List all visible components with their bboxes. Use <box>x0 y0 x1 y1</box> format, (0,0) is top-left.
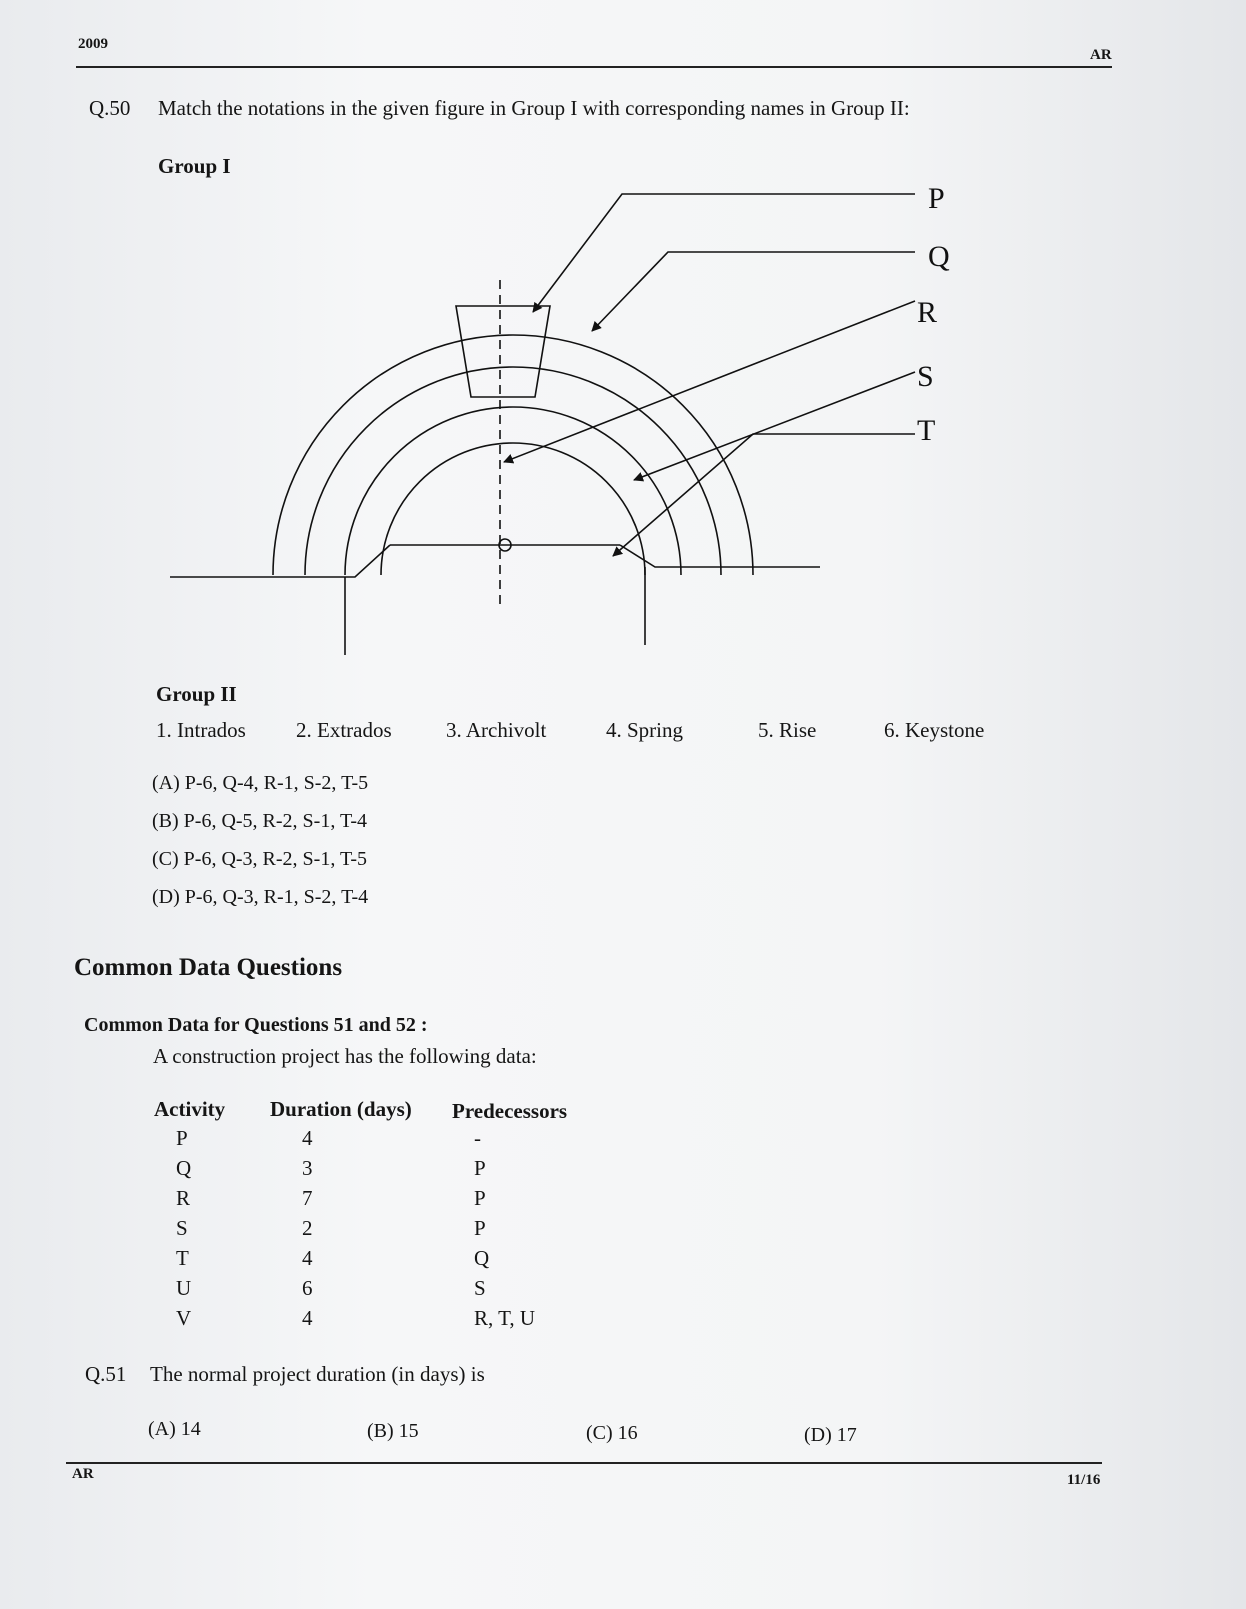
q51-option-c[interactable]: (C) 16 <box>586 1422 638 1444</box>
table-cell: Q <box>474 1246 490 1270</box>
table-cell: V <box>176 1306 192 1330</box>
q51-number: Q.51 <box>85 1362 127 1386</box>
q50-option-a[interactable]: (A) P-6, Q-4, R-1, S-2, T-5 <box>152 772 369 794</box>
group2-item-keystone: 6. Keystone <box>884 718 985 742</box>
table-cell: 6 <box>302 1276 313 1300</box>
footer-rule <box>66 1462 1102 1464</box>
table-header-predecessors: Predecessors <box>452 1099 568 1123</box>
q51-text: The normal project duration (in days) is <box>150 1362 485 1386</box>
group2-label: Group II <box>156 682 237 706</box>
table-cell: 4 <box>302 1306 313 1330</box>
table-cell: P <box>474 1186 486 1210</box>
arch-curve-3 <box>345 407 681 575</box>
label-Q: Q <box>928 240 950 273</box>
table-cell: S <box>474 1276 486 1300</box>
table-cell: P <box>176 1126 188 1150</box>
q51-option-d[interactable]: (D) 17 <box>804 1424 857 1446</box>
leader-T <box>613 434 915 556</box>
q50-option-b[interactable]: (B) P-6, Q-5, R-2, S-1, T-4 <box>152 810 368 832</box>
table-header-duration: Duration (days) <box>270 1097 412 1121</box>
section-title: Common Data Questions <box>74 954 343 981</box>
table-cell: 4 <box>302 1126 313 1150</box>
label-S: S <box>917 360 934 393</box>
q50-number: Q.50 <box>89 96 131 120</box>
q51-option-a[interactable]: (A) 14 <box>148 1418 201 1440</box>
group1-label: Group I <box>158 154 231 178</box>
left-springing <box>170 545 390 577</box>
group2-item-extrados: 2. Extrados <box>296 718 392 742</box>
table-header-activity: Activity <box>154 1097 226 1121</box>
table-cell: P <box>474 1156 486 1180</box>
table-cell: S <box>176 1216 188 1240</box>
table-cell: 4 <box>302 1246 313 1270</box>
q50-option-c[interactable]: (C) P-6, Q-3, R-2, S-1, T-5 <box>152 848 368 870</box>
table-cell: 2 <box>302 1216 313 1240</box>
section-intro: A construction project has the following data: <box>153 1044 537 1068</box>
arch-curve-outer <box>273 335 753 575</box>
group2-item-intrados: 1. Intrados <box>156 718 246 742</box>
keystone <box>456 306 550 397</box>
q50-text: Match the notations in the given figure in Group I with corresponding names in Group II: <box>158 96 910 120</box>
footer-code: AR <box>72 1466 94 1482</box>
header-code: AR <box>1090 47 1112 63</box>
table-cell: U <box>176 1276 192 1300</box>
table-cell: - <box>474 1126 481 1150</box>
q51-option-b[interactable]: (B) 15 <box>367 1420 419 1442</box>
arch-curve-inner <box>381 443 645 575</box>
table-cell: 7 <box>302 1186 313 1210</box>
q50-option-d[interactable]: (D) P-6, Q-3, R-1, S-2, T-4 <box>152 886 369 908</box>
label-P: P <box>928 182 945 215</box>
group2-item-rise: 5. Rise <box>758 718 817 742</box>
table-cell: 3 <box>302 1156 313 1180</box>
table-cell: R <box>176 1186 191 1210</box>
group2-item-spring: 4. Spring <box>606 718 684 742</box>
leader-S <box>634 372 915 480</box>
table-cell: R, T, U <box>474 1306 536 1330</box>
table-cell: P <box>474 1216 486 1240</box>
table-cell: Q <box>176 1156 192 1180</box>
footer-page: 11/16 <box>1067 1472 1101 1488</box>
leader-P <box>533 194 915 312</box>
label-T: T <box>917 414 936 447</box>
label-R: R <box>917 296 938 329</box>
header-year: 2009 <box>78 36 108 52</box>
table-cell: T <box>176 1246 189 1270</box>
section-subtitle: Common Data for Questions 51 and 52 : <box>84 1014 428 1036</box>
group2-item-archivolt: 3. Archivolt <box>446 718 547 742</box>
